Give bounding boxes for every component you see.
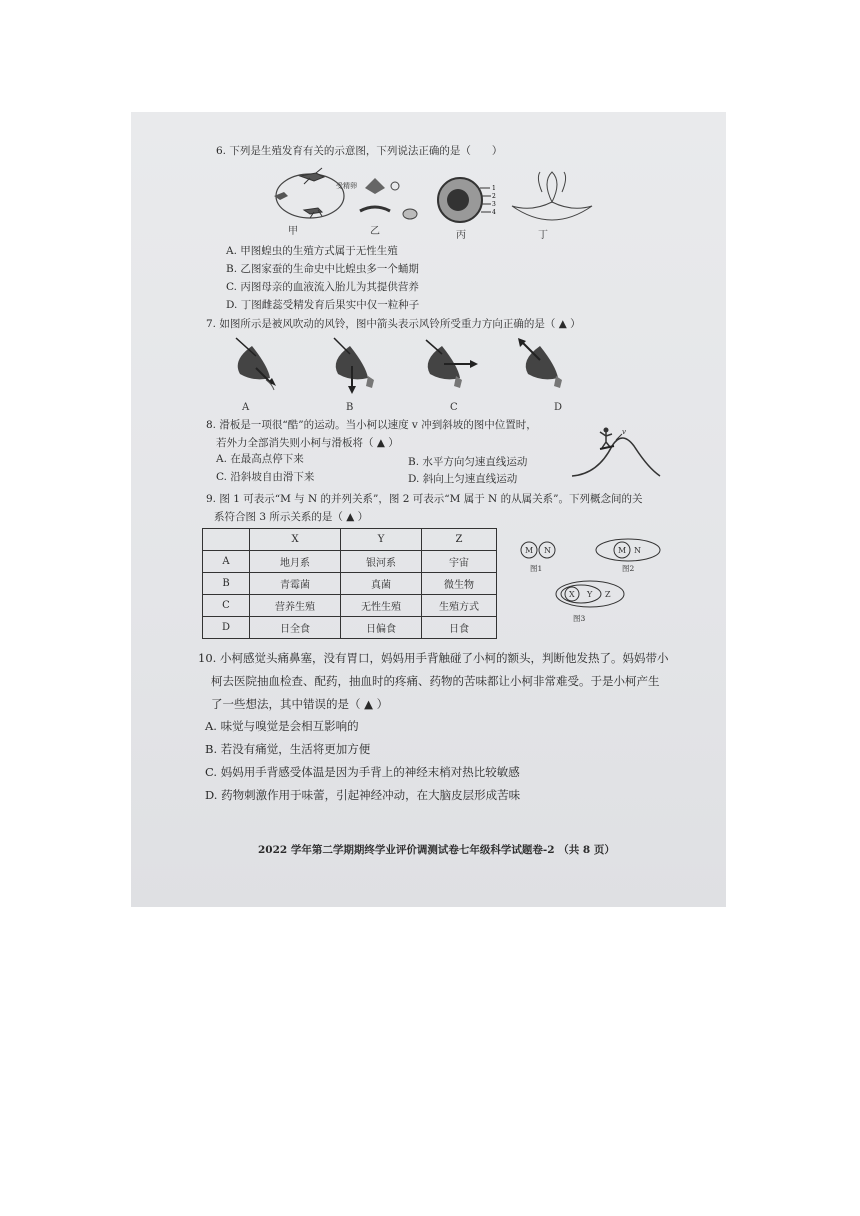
q8-skateboard-figure: [570, 424, 662, 480]
table-cell: 日全食: [250, 617, 341, 639]
skater-icon: [600, 428, 614, 450]
q6-fig-note: 受精卵: [336, 182, 357, 190]
q8-option-a: A. 在最高点停下来: [216, 453, 304, 465]
fig1-m: M: [525, 546, 534, 555]
q6-fig-label-b: 乙: [370, 226, 380, 237]
silkworm-moth-icon: [365, 178, 385, 194]
q7-stem: 7. 如图所示是被风吹动的风铃，图中箭头表示风铃所受重力方向正确的是（ ▲ ）: [206, 318, 581, 330]
fig3-z: Z: [605, 590, 611, 599]
fig2-m: M: [618, 546, 627, 555]
table-cell: 日偏食: [341, 617, 422, 639]
q7-fig-label-a: A: [242, 402, 250, 413]
table-header-row: [203, 529, 497, 551]
q6-option-a: A. 甲图蝗虫的生殖方式属于无性生殖: [226, 245, 398, 257]
fig3-caption: 图3: [573, 614, 586, 623]
table-row: [203, 617, 497, 639]
q6-stem: 6. 下列是生殖发育有关的示意图，下列说法正确的是（ ）: [216, 145, 503, 157]
table-cell: C: [203, 595, 250, 617]
q10-option-a: A. 味觉与嗅觉是会相互影响的: [205, 719, 359, 733]
q8-option-d: D. 斜向上匀速直线运动: [408, 473, 518, 485]
q10-option-d: D. 药物刺激作用于味蕾，引起神经冲动，在大脑皮层形成苦味: [205, 788, 521, 802]
q10-stem-line3: 了一些想法，其中错误的是（ ▲ ）: [211, 697, 389, 711]
q7-fig-label-d: D: [554, 402, 563, 413]
svg-text:3: 3: [492, 201, 496, 208]
svg-text:2: 2: [492, 193, 496, 200]
q8-v-label: v: [622, 428, 626, 436]
table-cell: 日食: [422, 617, 497, 639]
table-row: [203, 595, 497, 617]
windbell-c-icon: [426, 340, 478, 388]
q6-fig-label-c: 丙: [456, 230, 466, 241]
q6-option-b: B. 乙图家蚕的生命史中比蝗虫多一个蛹期: [226, 263, 419, 275]
table-cell: 真菌: [341, 573, 422, 595]
table-row: [203, 573, 497, 595]
q9-stem-line1: 9. 图 1 可表示“M 与 N 的并列关系”，图 2 可表示“M 属于 N 的从属关系”。下列概念间的关: [206, 493, 643, 505]
table-cell: 地月系: [250, 551, 341, 573]
q7-figures: [222, 332, 582, 414]
table-row: [203, 551, 497, 573]
table-header-cell: X: [250, 529, 341, 551]
venn-fig2: [596, 539, 660, 573]
table-cell: B: [203, 573, 250, 595]
table-cell: 生殖方式: [422, 595, 497, 617]
fig2-caption: 图2: [622, 564, 635, 573]
table-cell: 银河系: [341, 551, 422, 573]
svg-text:4: 4: [492, 209, 496, 216]
windbell-a-icon: [236, 338, 276, 390]
silkworm-cocoon-icon: [403, 209, 417, 219]
q6-fig-label-a: 甲: [288, 226, 298, 237]
q8-stem-line1: 8. 滑板是一项很“酷”的运动。当小柯以速度 v 冲到斜坡的图中位置时，: [206, 419, 537, 431]
q10-option-b: B. 若没有痛觉，生活将更加方便: [205, 742, 371, 756]
table-header-cell: [203, 529, 250, 551]
table-cell: 无性生殖: [341, 595, 422, 617]
table-cell: 青霉菌: [250, 573, 341, 595]
venn-fig1: [521, 542, 555, 573]
q9-stem-line2: 系符合图 3 所示关系的是（ ▲ ）: [214, 511, 369, 523]
table-header-cell: Z: [422, 529, 497, 551]
fig1-caption: 图1: [530, 564, 543, 573]
q8-option-c: C. 沿斜坡自由滑下来: [216, 471, 315, 483]
table-header-cell: Y: [341, 529, 422, 551]
q7-fig-label-b: B: [346, 402, 354, 413]
table-cell: D: [203, 617, 250, 639]
locust-adult-icon: [300, 168, 324, 184]
fig2-n: N: [634, 546, 641, 555]
q9-venn-diagrams: [518, 536, 668, 626]
q6-option-c: C. 丙图母亲的血液流入胎儿为其提供营养: [226, 281, 419, 293]
fig3-y: Y: [587, 590, 593, 599]
q10-option-c: C. 妈妈用手背感受体温是因为手背上的神经末梢对热比较敏感: [205, 765, 520, 779]
venn-fig3: [556, 581, 624, 623]
q10-stem-line1: 10. 小柯感觉头痛鼻塞，没有胃口，妈妈用手背触碰了小柯的额头，判断他发热了。妈妈带小: [198, 651, 669, 665]
flower-pistil-icon: [512, 202, 592, 220]
slope-curve: [572, 438, 660, 476]
table-cell: A: [203, 551, 250, 573]
windbell-d-icon: [518, 338, 562, 388]
q8-option-b: B. 水平方向匀速直线运动: [408, 456, 528, 468]
table-cell: 微生物: [422, 573, 497, 595]
fig3-x: X: [569, 590, 575, 599]
windbell-b-icon: [334, 338, 374, 394]
q9-relationship-table: [202, 528, 497, 639]
q8-stem-line2: 若外力全部消失则小柯与滑板将（ ▲ ）: [216, 437, 399, 449]
q6-figures: [270, 166, 590, 241]
table-cell: 营养生殖: [250, 595, 341, 617]
svg-text:1: 1: [492, 185, 496, 192]
q6-option-d: D. 丁图雌蕊受精发育后果实中仅一粒种子: [226, 299, 420, 311]
q6-fig-label-d: 丁: [538, 230, 548, 241]
page-footer: 2022 学年第二学期期终学业评价调测试卷七年级科学试题卷-2 （共 8 页）: [258, 844, 615, 856]
fig1-n: N: [544, 546, 551, 555]
q10-stem-line2: 柯去医院抽血检查、配药，抽血时的疼痛、药物的苦味都让小柯非常难受。于是小柯产生: [211, 674, 660, 688]
silkworm-larva-icon: [360, 207, 390, 211]
table-cell: 宇宙: [422, 551, 497, 573]
locust-nymph-icon: [304, 208, 322, 218]
q7-fig-label-c: C: [450, 402, 458, 413]
